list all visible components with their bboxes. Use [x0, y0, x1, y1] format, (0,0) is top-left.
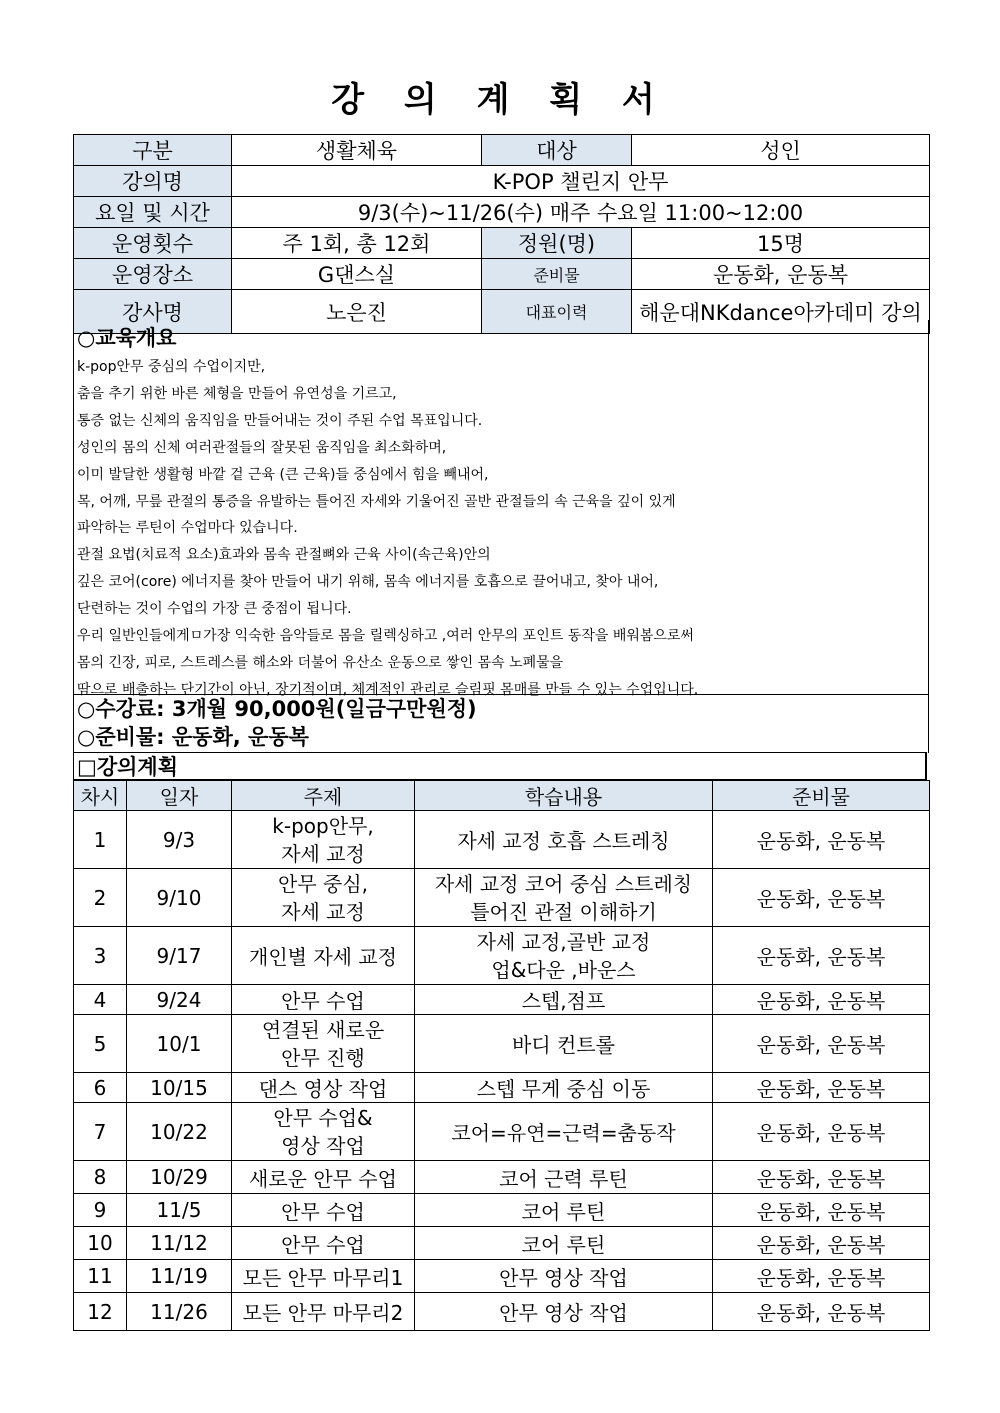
- lesson-content: 바디 컨트롤: [415, 1015, 713, 1073]
- lesson-topic: 모든 안무 마무리1: [232, 1260, 415, 1293]
- target-label: 대상: [482, 135, 632, 166]
- lesson-supplies: 운동화, 운동복: [713, 1103, 930, 1161]
- lesson-topic: 새로운 안무 수업: [232, 1161, 415, 1194]
- overview-line: 목, 어깨, 무릎 관절의 통증을 유발하는 틀어진 자세와 기울어진 골반 관절들의 속 근육을 깊이 있게: [77, 493, 676, 510]
- lesson-date: 11/19: [127, 1260, 232, 1293]
- lesson-content: 코어 루틴: [415, 1194, 713, 1227]
- lesson-number: 6: [74, 1073, 127, 1103]
- lesson-topic: 연결된 새로운 안무 진행: [232, 1015, 415, 1073]
- lesson-supplies: 운동화, 운동복: [713, 811, 930, 869]
- lesson-content: 자세 교정,골반 교정 업&다운 ,바운스: [415, 927, 713, 985]
- overview-line: 땀으로 배출하는 단기간이 아닌, 장기적이며, 체계적인 관리로 슬림핏 몸매를 만들 수 있는 수업입니다.: [77, 681, 699, 698]
- lesson-number: 4: [74, 985, 127, 1015]
- lesson-number: 5: [74, 1015, 127, 1073]
- instructor-value: 노은진: [232, 290, 482, 334]
- lesson-topic: 안무 수업& 영상 작업: [232, 1103, 415, 1161]
- lesson-content: 코어=유연=근력=춤동작: [415, 1103, 713, 1161]
- lesson-supplies: 운동화, 운동복: [713, 1073, 930, 1103]
- lesson-supplies: 운동화, 운동복: [713, 1227, 930, 1260]
- career-value: 해운대NKdance아카데미 강의: [632, 290, 930, 334]
- lesson-content: 코어 근력 루틴: [415, 1161, 713, 1194]
- lesson-topic: 안무 수업: [232, 1227, 415, 1260]
- lesson-supplies: 운동화, 운동복: [713, 927, 930, 985]
- lesson-content: 스텝 무게 중심 이동: [415, 1073, 713, 1103]
- lesson-supplies: 운동화, 운동복: [713, 1015, 930, 1073]
- lesson-number: 7: [74, 1103, 127, 1161]
- frequency-label: 운영횟수: [74, 228, 232, 259]
- table-row: [74, 1293, 930, 1331]
- overview-line: 춤을 추기 위한 바른 체형을 만들어 유연성을 기르고,: [77, 385, 397, 402]
- lesson-date: 9/10: [127, 869, 232, 927]
- table-row: [74, 985, 930, 1015]
- supplies-value: 운동화, 운동복: [632, 259, 930, 290]
- lesson-content: 자세 교정 호흡 스트레칭: [415, 811, 713, 869]
- tuition-fee: ○수강료: 3개월 90,000원(일금구만원정): [77, 697, 477, 721]
- instructor-label: 강사명: [74, 290, 232, 334]
- table-row: [74, 1103, 930, 1161]
- lesson-date: 11/26: [127, 1293, 232, 1331]
- overview-line: 깊은 코어(core) 에너지를 찾아 만들어 내기 위해, 몸속 에너지를 호흡으로 끌어내고, 찾아 내어,: [77, 574, 659, 591]
- overview-lines: [74, 354, 928, 704]
- lesson-number: 1: [74, 811, 127, 869]
- lesson-number: 3: [74, 927, 127, 985]
- schedule-label: 요일 및 시간: [74, 197, 232, 228]
- overview-line: 이미 발달한 생활형 바깥 겉 근육 (큰 근육)들 중심에서 힘을 빼내어,: [77, 466, 489, 483]
- lesson-number: 8: [74, 1161, 127, 1194]
- lesson-topic: 모든 안무 마무리2: [232, 1293, 415, 1331]
- lesson-number: 10: [74, 1227, 127, 1260]
- table-row: [74, 1073, 930, 1103]
- schedule-value: 9/3(수)~11/26(수) 매주 수요일 11:00~12:00: [232, 197, 930, 228]
- lesson-topic: 안무 수업: [232, 985, 415, 1015]
- plan-heading: □강의계획: [73, 752, 927, 780]
- lesson-content: 스텝,점프: [415, 985, 713, 1015]
- lesson-supplies: 운동화, 운동복: [713, 1161, 930, 1194]
- lesson-supplies: 운동화, 운동복: [713, 1260, 930, 1293]
- target-value: 성인: [632, 135, 930, 166]
- overview-line: 파악하는 루틴이 수업마다 있습니다.: [77, 520, 298, 537]
- document-title: 강 의 계 획 서: [331, 80, 669, 120]
- lesson-topic: 개인별 자세 교정: [232, 927, 415, 985]
- col-header-supplies: 준비물: [713, 781, 930, 811]
- table-row: [74, 927, 930, 985]
- lesson-plan-table: [73, 780, 930, 1331]
- lesson-supplies: 운동화, 운동복: [713, 985, 930, 1015]
- overview-line: 통증 없는 신체의 움직임을 만들어내는 것이 주된 수업 목표입니다.: [77, 412, 483, 429]
- category-value: 생활체육: [232, 135, 482, 166]
- table-row: [74, 1260, 930, 1293]
- frequency-value: 주 1회, 총 12회: [232, 228, 482, 259]
- course-value: K-POP 챌린지 안무: [232, 166, 930, 197]
- overview-line: 단련하는 것이 수업의 가장 큰 중점이 됩니다.: [77, 601, 352, 618]
- overview-line: 성인의 몸의 신체 여러관절들의 잘못된 움직임을 최소화하며,: [77, 439, 447, 456]
- overview-line: k-pop안무 중심의 수업이지만,: [77, 359, 266, 375]
- table-row: [74, 811, 930, 869]
- capacity-label: 정원(명): [482, 228, 632, 259]
- lesson-date: 10/15: [127, 1073, 232, 1103]
- overview-heading: ○교육개요: [77, 326, 177, 350]
- education-overview: [73, 320, 929, 698]
- table-row: [74, 1194, 930, 1227]
- table-row: [74, 869, 930, 927]
- career-label: 대표이력: [482, 290, 632, 334]
- lesson-topic: 안무 중심, 자세 교정: [232, 869, 415, 927]
- supplies-note: ○준비물: 운동화, 운동복: [77, 725, 309, 749]
- lesson-date: 10/22: [127, 1103, 232, 1161]
- lesson-date: 11/12: [127, 1227, 232, 1260]
- course-info-table: [73, 134, 930, 334]
- lesson-date: 9/3: [127, 811, 232, 869]
- table-row: [74, 1227, 930, 1260]
- lesson-content: 안무 영상 작업: [415, 1260, 713, 1293]
- col-header-date: 일자: [127, 781, 232, 811]
- category-label: 구분: [74, 135, 232, 166]
- supplies-label: 준비물: [482, 259, 632, 290]
- lesson-rows: [74, 811, 930, 1331]
- lesson-date: 10/1: [127, 1015, 232, 1073]
- table-row: [74, 1161, 930, 1194]
- lesson-content: 안무 영상 작업: [415, 1293, 713, 1331]
- col-header-no: 차시: [74, 781, 127, 811]
- lesson-number: 11: [74, 1260, 127, 1293]
- lesson-number: 12: [74, 1293, 127, 1331]
- lesson-date: 9/24: [127, 985, 232, 1015]
- col-header-content: 학습내용: [415, 781, 713, 811]
- lesson-number: 2: [74, 869, 127, 927]
- course-label: 강의명: [74, 166, 232, 197]
- venue-label: 운영장소: [74, 259, 232, 290]
- fee-section: [73, 694, 929, 753]
- lesson-date: 10/29: [127, 1161, 232, 1194]
- lesson-supplies: 운동화, 운동복: [713, 869, 930, 927]
- lesson-topic: 댄스 영상 작업: [232, 1073, 415, 1103]
- col-header-topic: 주제: [232, 781, 415, 811]
- lesson-number: 9: [74, 1194, 127, 1227]
- lesson-supplies: 운동화, 운동복: [713, 1194, 930, 1227]
- lesson-content: 코어 루틴: [415, 1227, 713, 1260]
- table-row: [74, 1015, 930, 1073]
- venue-value: G댄스실: [232, 259, 482, 290]
- lesson-topic: 안무 수업: [232, 1194, 415, 1227]
- lesson-date: 11/5: [127, 1194, 232, 1227]
- capacity-value: 15명: [632, 228, 930, 259]
- lesson-topic: k-pop안무, 자세 교정: [232, 811, 415, 869]
- lesson-date: 9/17: [127, 927, 232, 985]
- lesson-content: 자세 교정 코어 중심 스트레칭 틀어진 관절 이해하기: [415, 869, 713, 927]
- lesson-supplies: 운동화, 운동복: [713, 1293, 930, 1331]
- overview-line: 관절 요법(치료적 요소)효과와 몸속 관절뼈와 근육 사이(속근육)안의: [77, 547, 491, 564]
- overview-line: 우리 일반인들에게ㅁ가장 익숙한 음악들로 몸을 릴렉싱하고 ,여러 안무의 포인트 동작을 배워봄으로써: [77, 628, 694, 645]
- overview-line: 몸의 긴장, 피로, 스트레스를 해소와 더불어 유산소 운동으로 쌓인 몸속 노폐물을: [77, 654, 564, 671]
